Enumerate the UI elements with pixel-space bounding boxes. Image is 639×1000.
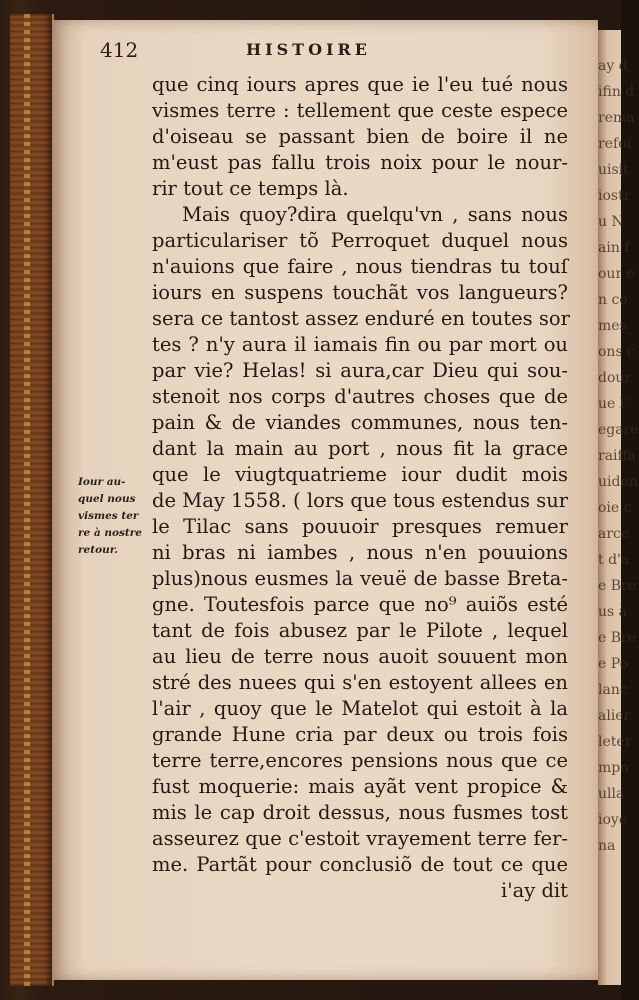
- page-number: 412: [100, 38, 139, 62]
- facing-page-fragment: ay d: [598, 58, 628, 74]
- text-line: iours en suspens touchãt vos langueurs?: [152, 281, 568, 304]
- facing-page-fragment: dour: [598, 370, 632, 386]
- text-line: mis le cap droit dessus, nous fusmes tost: [152, 801, 568, 824]
- text-line: gne. Toutesfois parce que no⁹ auiõs esté: [152, 593, 568, 616]
- text-line: me. Partãt pour conclusiõ de tout ce que: [152, 853, 568, 876]
- facing-page-fragment: u N: [598, 214, 624, 230]
- text-line: fust moquerie: mais ayãt vent propice &: [152, 775, 568, 798]
- facing-page-fragment: rema: [598, 110, 635, 126]
- facing-page-fragment: mpo: [598, 760, 629, 776]
- text-line: ni bras ni iambes , nous n'en pouuions: [152, 541, 568, 564]
- text-line: stré des nuees qui s'en estoyent allees en: [152, 671, 568, 694]
- facing-page-fragment: refoi: [598, 136, 632, 152]
- facing-page-fragment: raiffa: [598, 448, 636, 464]
- book-spine: [10, 14, 54, 986]
- facing-page-fragment: uisit: [598, 162, 629, 178]
- text-line: tant de fois abusez par le Pilote , lequel: [152, 619, 568, 642]
- marginal-note-line: vismes ter: [78, 510, 139, 522]
- facing-page-fragment: arce: [598, 526, 630, 542]
- facing-page-fragment: our e: [598, 266, 635, 282]
- text-line: par vie? Helas! si aura,car Dieu qui sou-: [152, 359, 568, 382]
- facing-page-fragment: iostr: [598, 188, 631, 204]
- facing-page-fragment: ons c: [598, 344, 635, 360]
- marginal-note-line: Iour au-: [78, 476, 126, 488]
- facing-page-fragment: na: [598, 838, 616, 854]
- text-line: de May 1558. ( lors que tous estendus sur: [152, 489, 569, 512]
- text-line: l'air , quoy que le Matelot qui estoit à la: [152, 697, 568, 720]
- text-line: i'ay dit: [501, 879, 568, 902]
- text-line: particulariser tõ Perroquet duquel nous: [152, 229, 568, 252]
- facing-page-fragment: ulla: [598, 786, 625, 802]
- text-line: pain & de viandes communes, nous ten-: [152, 411, 568, 434]
- facing-page-fragment: t d'a: [598, 552, 630, 568]
- text-line: terre terre,encores pensions nous que ce: [152, 749, 568, 772]
- text-line: d'oiseau se passant bien de boire il ne: [152, 125, 568, 148]
- facing-page-fragment: lanc: [598, 682, 628, 698]
- marginal-note-line: quel nous: [78, 493, 136, 505]
- facing-page-fragment: uiden: [598, 474, 638, 490]
- text-line: le Tilac sans pouuoir presques remuer: [152, 515, 568, 538]
- facing-page-fragment: ue l': [598, 396, 629, 412]
- facing-page-fragment: n co: [598, 292, 628, 308]
- marginal-note-line: re à nostre: [78, 527, 142, 539]
- facing-page-fragment: us à: [598, 604, 627, 620]
- facing-page-fragment: e Bre: [598, 578, 637, 594]
- facing-page-fragment: egare: [598, 422, 639, 438]
- text-line: n'auions que faire , nous tiendras tu touſ: [152, 255, 568, 278]
- facing-page-fragment: e Bre: [598, 630, 637, 646]
- facing-page-fragment: mes: [598, 318, 627, 334]
- text-line: dant la main au port , nous fit la grace: [152, 437, 568, 460]
- facing-page-fragment: alier: [598, 708, 631, 724]
- text-line: vismes terre : tellement que ceste espece: [152, 99, 568, 122]
- page-header: [100, 38, 440, 64]
- facing-page-edge: [598, 30, 639, 985]
- text-line: rir tout ce temps là.: [152, 177, 349, 200]
- facing-page-fragment: e Po: [598, 656, 629, 672]
- text-line: que le viugtquatrieme iour dudit mois: [152, 463, 568, 486]
- text-line: asseurez que c'estoit vrayement terre fer-: [152, 827, 568, 850]
- text-line: sera ce tantost assez enduré en toutes sor: [152, 307, 570, 330]
- text-line: stenoit nos corps d'autres choses que de: [152, 385, 568, 408]
- facing-page-fragment: oie c: [598, 500, 632, 516]
- text-line: plus)nous eusmes la veuë de basse Breta-: [152, 567, 568, 590]
- text-line: grande Hune cria par deux ou trois fois: [152, 723, 568, 746]
- facing-page-fragment: ain f: [598, 240, 630, 256]
- text-line: tes ? n'y aura il iamais fin ou par mort ou: [152, 333, 568, 356]
- text-line: m'eust pas fallu trois noix pour le nour-: [152, 151, 568, 174]
- facing-page-fragment: leter: [598, 734, 632, 750]
- text-line: au lieu de terre nous auoit souuent mon: [152, 645, 568, 668]
- running-head: HISTOIRE: [246, 40, 371, 59]
- text-line: Mais quoy?dira quelqu'vn , sans nous: [182, 203, 568, 226]
- marginal-note: [78, 474, 150, 559]
- marginal-note-line: retour.: [78, 544, 118, 556]
- facing-page-fragment: ioye: [598, 812, 628, 828]
- text-line: que cinq iours apres que ie l'eu tué nous: [152, 73, 568, 96]
- facing-page-fragment: ifin d: [598, 84, 635, 100]
